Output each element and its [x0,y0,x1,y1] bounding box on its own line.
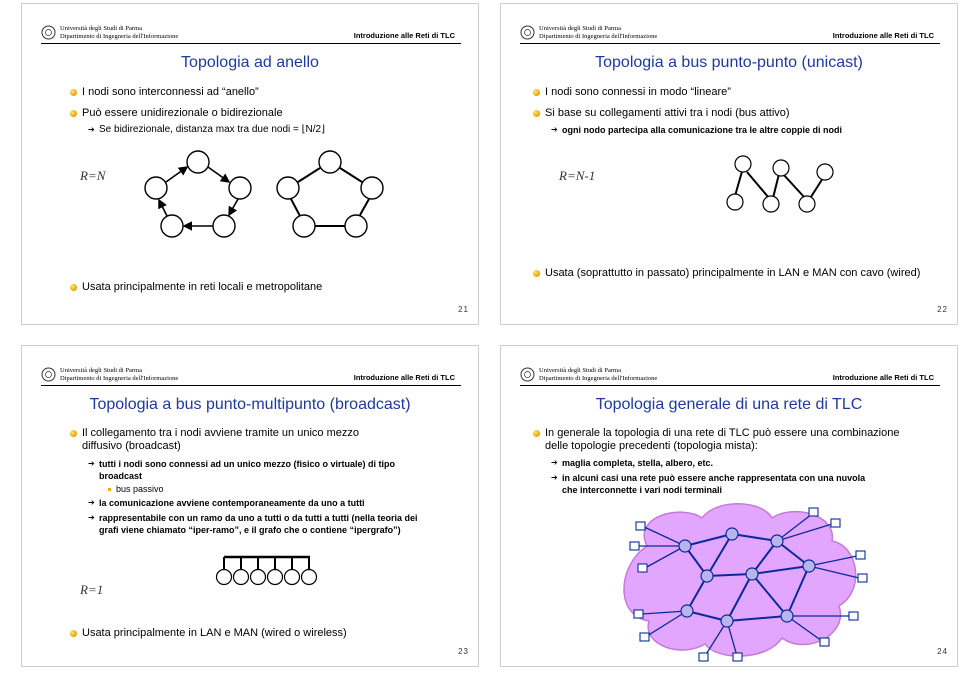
slide-title: Topologia generale di una rete di TLC [595,396,863,413]
unidirectional-ring-diagram [138,150,258,240]
slide-23 [21,345,479,667]
bullet-item: In generale la topologia di una rete di TLC può essere una combinazione delle topologie precedenti (topologia mista): [545,427,905,453]
slide-header [41,21,461,45]
course-title: Introduzione alle Reti di TLC [832,373,934,382]
header-divider [520,43,940,44]
university-name: Università degli Studi di Parma Dipartimento di Ingegneria dell'Informazione [539,25,658,40]
header-divider [41,43,461,44]
university-name: Università degli Studi di Parma Dipartimento di Ingegneria dell'Informazione [60,25,179,40]
bullet-item: Usata principalmente in LAN e MAN (wired o wireless) [82,627,462,640]
header-divider [41,385,461,386]
sub-bullet-item: ➔ maglia completa, stella, albero, etc. [562,457,922,469]
university-seal-icon [41,25,56,40]
bullet-item: Usata (soprattutto in passato) principalmente in LAN e MAN con cavo (wired) [545,267,935,280]
redundancy-label: R=1 [80,582,104,597]
slide-title: Topologia a bus punto-multipunto (broadcast) [89,396,411,413]
sub-bullet-item: ➔ in alcuni casi una rete può essere anche rappresentata con una nuvola che interconnette i vari nodi terminali [562,472,882,496]
sub-bullet-item: ➔ ogni nodo partecipa alla comunicazione tra le altre coppie di nodi [562,124,942,136]
university-seal-icon [41,367,56,382]
bullet-item: Si base su collegamenti attivi tra i nodi (bus attivo) [545,107,935,120]
bullet-item: Il collegamento tra i nodi avviene tramite un unico mezzo diffusivo (broadcast) [82,427,402,453]
redundancy-label: R=N [80,168,106,183]
course-title: Introduzione alle Reti di TLC [832,31,934,40]
page-number: 24 [937,647,948,656]
course-title: Introduzione alle Reti di TLC [353,373,455,382]
bullet-item: I nodi sono interconnessi ad “anello” [82,86,462,99]
slide-header [41,363,461,387]
page-number: 22 [937,305,948,314]
slide-title: Topologia a bus punto-punto (unicast) [595,54,863,71]
bidirectional-ring-diagram [270,150,390,240]
slide-21 [21,3,479,325]
sub-sub-bullet-item: bus passivo [116,484,316,495]
bullet-item: I nodi sono connessi in modo “lineare” [545,86,935,99]
bullet-item: Usata principalmente in reti locali e metropolitane [82,281,462,294]
sub-bullet-item: ➔ rappresentabile con un ramo da uno a tutti o da tutti a tutti (nella teoria dei grafi viene chiamato “iper-ramo”, e il grafo che o contiene “ipergrafo”) [99,512,419,536]
university-name: Università degli Studi di Parma Dipartimento di Ingegneria dell'Informazione [60,367,179,382]
sub-bullet-item: ➔ la comunicazione avviene contemporaneamente da uno a tutti [99,497,429,509]
university-seal-icon [520,367,535,382]
slide-header [520,21,940,45]
mixed-topology-network-cloud [587,496,887,661]
page-number: 23 [458,647,469,656]
point-to-point-bus-diagram [725,154,835,219]
slide-title: Topologia ad anello [181,54,319,71]
sub-bullet-item: ➔ Se bidirezionale, distanza max tra due nodi = ⌊N/2⌋ [99,124,459,136]
university-seal-icon [520,25,535,40]
slide-22 [500,3,958,325]
slide-header [520,363,940,387]
redundancy-label: R=N-1 [559,168,596,183]
university-name: Università degli Studi di Parma Dipartimento di Ingegneria dell'Informazione [539,367,658,382]
header-divider [520,385,940,386]
slide-24 [500,345,958,667]
page-number: 21 [458,305,469,314]
broadcast-bus-diagram [212,554,322,589]
sub-bullet-item: ➔ tutti i nodi sono connessi ad un unico mezzo (fisico o virtuale) di tipo broadcast [99,458,419,482]
course-title: Introduzione alle Reti di TLC [353,31,455,40]
bullet-item: Può essere unidirezionale o bidirezionale [82,107,462,120]
